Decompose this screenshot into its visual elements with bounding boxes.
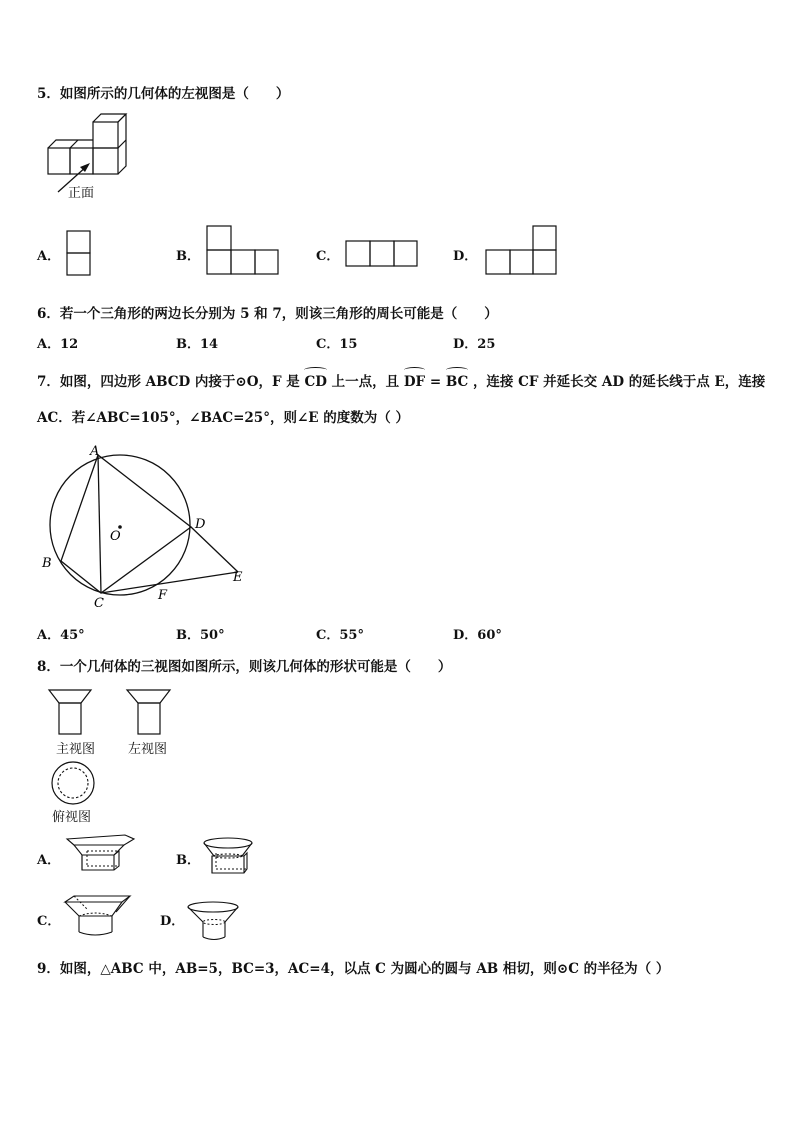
q7-label-o: O — [110, 529, 121, 544]
q7-stem-line2: AC．若∠ABC=105°，∠BAC=25°，则∠E 的度数为（ ） — [37, 410, 409, 426]
q7-stem-part3: ，连接 CF 并延长交 AD 的延长线于点 E，连接 — [472, 374, 766, 390]
q7-arc-equals: = — [429, 374, 442, 390]
q7-arc-df: DF — [404, 374, 425, 390]
q7-stem-part2: 上一点，且 — [331, 374, 400, 390]
q7-stem-line1 — [37, 370, 765, 390]
q7-label-c: C — [94, 596, 104, 611]
q6-stem: 6．若一个三角形的两边长分别为 5 和 7，则该三角形的周长可能是（ ） — [37, 306, 498, 322]
q5-front-label: 正面 — [68, 186, 95, 201]
q8-top-view — [50, 760, 96, 806]
q8-front-view-label: 主视图 — [56, 742, 96, 757]
q5-option-b-figure — [206, 225, 280, 275]
q7-arc-cd: CD — [304, 374, 326, 390]
q6-option-d[interactable]: D．25 — [453, 337, 496, 352]
q7-arc-bc: BC — [446, 374, 468, 390]
q8-front-view — [48, 689, 98, 739]
q7-stem-part1: 7．如图，四边形 ABCD 内接于⊙O，F 是 — [37, 374, 300, 390]
q5-option-b[interactable]: B． — [176, 249, 200, 264]
arc-mark-icon — [304, 367, 326, 373]
q8-option-b-figure — [202, 836, 258, 880]
q5-option-d-figure — [485, 225, 559, 275]
q8-option-d-figure — [186, 900, 242, 944]
q7-option-b[interactable]: B．50° — [176, 628, 225, 643]
q5-option-a-figure — [66, 230, 92, 276]
arc-mark-icon — [404, 367, 425, 373]
q8-top-view-label: 俯视图 — [52, 810, 92, 825]
q6-option-c[interactable]: C．15 — [316, 337, 358, 352]
q7-label-f: F — [158, 588, 168, 603]
q6-option-b[interactable]: B．14 — [176, 337, 219, 352]
q5-option-d[interactable]: D． — [453, 249, 478, 264]
q8-left-view-label: 左视图 — [128, 742, 168, 757]
q8-option-a[interactable]: A． — [37, 853, 61, 868]
q7-option-d[interactable]: D．60° — [453, 628, 502, 643]
q5-option-c-figure — [345, 240, 419, 268]
q5-option-a[interactable]: A． — [37, 249, 61, 264]
q7-option-c[interactable]: C．55° — [316, 628, 364, 643]
q5-stem: 5．如图所示的几何体的左视图是（ ） — [37, 86, 290, 102]
q8-stem: 8．一个几何体的三视图如图所示，则该几何体的形状可能是（ ） — [37, 659, 452, 675]
q7-label-b: B — [42, 556, 52, 571]
q5-option-c[interactable]: C． — [316, 249, 340, 264]
arc-mark-icon — [446, 367, 468, 373]
q8-left-view — [126, 689, 176, 739]
q7-option-a[interactable]: A．45° — [37, 628, 85, 643]
q7-label-d: D — [195, 517, 206, 532]
q8-option-c[interactable]: C． — [37, 914, 61, 929]
q8-option-d[interactable]: D． — [160, 914, 185, 929]
q6-option-a[interactable]: A．12 — [37, 337, 79, 352]
q8-option-c-figure — [64, 894, 134, 940]
q7-label-e: E — [233, 570, 243, 585]
q7-label-a: A — [90, 444, 100, 459]
q8-option-b[interactable]: B． — [176, 853, 200, 868]
q9-stem: 9．如图，△ABC 中，AB=5，BC=3，AC=4，以点 C 为圆心的圆与 AB 相切，则⊙C 的半径为（ ） — [37, 961, 670, 977]
q7-circle-figure — [38, 440, 258, 615]
q8-option-a-figure — [66, 833, 136, 875]
